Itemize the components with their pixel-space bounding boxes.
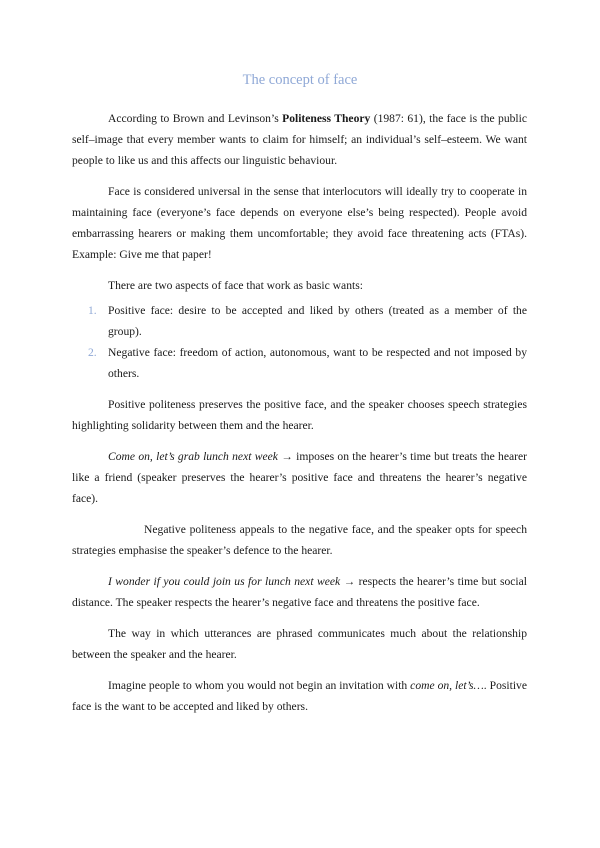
- list-item-text: Positive face: desire to be accepted and liked by others (treated as a member of the group).: [108, 304, 527, 338]
- paragraph-two-aspects: There are two aspects of face that work as basic wants:: [108, 279, 363, 292]
- paragraph-text: According to Brown and Levinson’s: [108, 112, 283, 125]
- paragraph-politeness-theory: [72, 108, 527, 171]
- politeness-theory-term: Politeness Theory: [282, 112, 371, 125]
- list-number: 2.: [88, 346, 97, 359]
- paragraph-utterances-phrased: The way in which utterances are phrased communicates much about the relationship between the speaker and the hearer.: [72, 627, 527, 661]
- paragraph-negative-example: [72, 571, 527, 613]
- face-aspects-list: [72, 300, 527, 384]
- page-title: The concept of face: [242, 72, 358, 88]
- list-item: [72, 342, 527, 384]
- paragraph-face-universal: Face is considered universal in the sense that interlocutors will ideally try to cooperate in maintaining face (everyone’s face depends on everyone else’s being respected). People avoid embarrassing hearers or making them uncomfortable; they avoid face threatening acts (FTAs). Example: Give me that paper!: [72, 185, 527, 261]
- example-utterance: Come on, let’s grab lunch next week: [108, 450, 278, 463]
- list-item-text: Negative face: freedom of action, autonomous, want to be respected and not imposed by others.: [108, 346, 527, 380]
- paragraph-text: (1987: 61), the face is the public self–image that every member wants to claim for himself; an individual’s self–esteem. We want people to like us and this affects our linguistic behaviour.: [72, 112, 528, 167]
- paragraph-text: → imposes on the hearer’s time but treats the hearer like a friend (speaker preserves the hearer’s positive face and threatens the hearer’s negative face).: [72, 450, 527, 505]
- list-number: 1.: [88, 304, 97, 317]
- paragraph-text: . Positive face is the want to be accepted and liked by others.: [72, 679, 527, 713]
- example-utterance: I wonder if you could join us for lunch next week: [108, 575, 341, 588]
- paragraph-positive-example: [72, 446, 527, 509]
- paragraph-text: → respects the hearer’s time but social distance. The speaker respects the hearer’s negative face and threatens the positive face.: [72, 575, 527, 609]
- paragraph-positive-politeness: Positive politeness preserves the positive face, and the speaker chooses speech strategies highlighting solidarity between them and the hearer.: [72, 398, 527, 432]
- document-body: [72, 108, 527, 727]
- list-item: [72, 300, 527, 342]
- paragraph-imagine-people: [72, 675, 527, 717]
- paragraph-text: Imagine people to whom you would not begin an invitation with: [108, 679, 411, 692]
- example-utterance: come on, let’s…: [410, 679, 484, 692]
- paragraph-negative-politeness: Negative politeness appeals to the negative face, and the speaker opts for speech strategies emphasise the speaker’s defence to the hearer.: [72, 523, 527, 557]
